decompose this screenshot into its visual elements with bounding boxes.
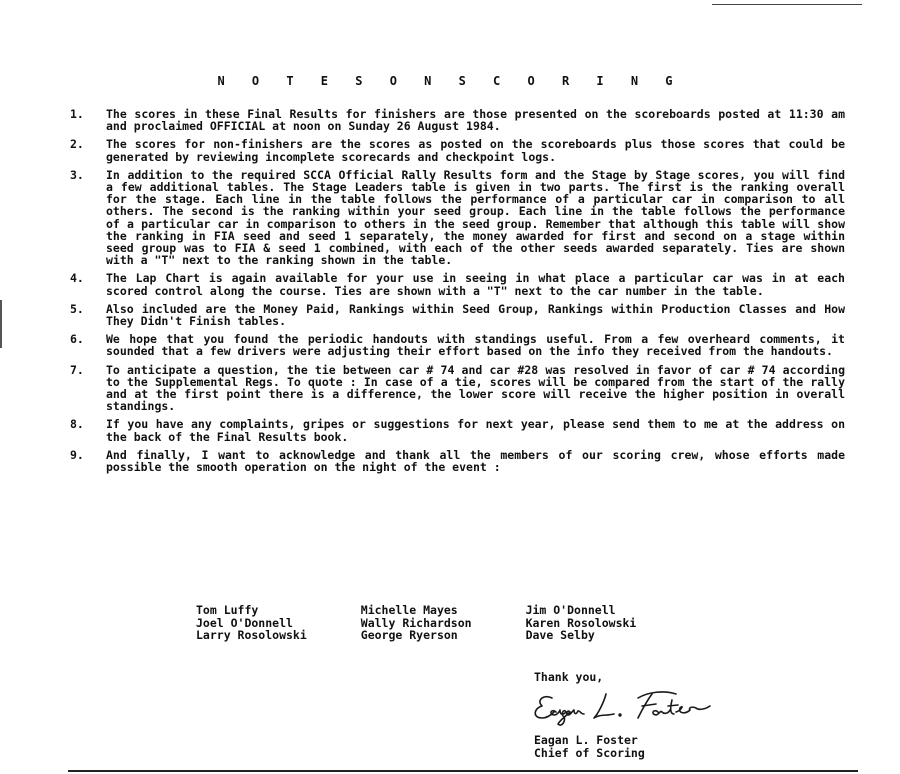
scoring-crew-list	[196, 604, 690, 642]
page-title: N O T E S O N S C O R I N G	[217, 74, 683, 88]
crew-member: Tom Luffy	[196, 603, 259, 617]
note-text: We hope that you found the periodic handouts with standings useful. From a few overheard comments, it sounded that a few drivers were adjusting their effort based on the info they received from the handouts.	[106, 332, 845, 359]
top-edge-rule	[712, 4, 862, 5]
crew-member: Wally Richardson	[360, 615, 472, 630]
note-item	[70, 418, 845, 442]
signer-name: Eagan L. Foster	[534, 733, 638, 747]
note-text: The scores in these Final Results for finishers are those presented on the scoreboards posted at 11:30 am and proclaimed OFFICIAL at noon on Sunday 26 August 1984.	[106, 107, 845, 134]
crew-member: George Ryerson	[360, 628, 458, 642]
note-number: 4.	[70, 271, 84, 286]
note-item	[70, 364, 845, 413]
note-number: 1.	[70, 107, 84, 121]
note-item	[70, 108, 845, 132]
note-text: The Lap Chart is again available for your use in seeing in what place a particular car was in at each scored control along the course. Ties are shown with a "T" next to the car number in the table.	[106, 271, 845, 298]
note-text: In addition to the required SCCA Official Rally Results form and the Stage by Stage scores, you will find a few additional tables. The Stage Leaders table is given in two parts. The first is the ranking overall for the stage. Each line in the table follows the performance of a particular car in comparison to all others. The second is the ranking within your seed group. Each line in the table follows the performance of a particular car in comparison to others in the seed group. Remember that although this table will show the ranking in FIA seed and seed 1 separately, the money awarded for first and second on a stage within seed group was to FIA & seed 1 combined, with each of the other seeds awarded separately. Ties are shown with a "T" next to the ranking shown in the table.	[106, 167, 845, 268]
crew-member: Michelle Mayes	[360, 603, 458, 617]
crew-column	[361, 604, 472, 642]
note-text: To anticipate a question, the tie between car # 74 and car #28 was resolved in favor of car # 74 according to the Supplemental Regs. To quote : In case of a tie, scores will be compared from the start of the rally and at the first point there is a difference, the lower score will receive the higher position in overall standings.	[106, 362, 845, 414]
crew-member: Dave Selby	[525, 628, 595, 642]
note-text: If you have any complaints, gripes or suggestions for next year, please send them to me at the address on the back of the Final Results book.	[106, 417, 845, 444]
note-item	[70, 303, 845, 327]
crew-member: Karen Rosolowski	[525, 615, 637, 630]
note-text: The scores for non-finishers are the scores as posted on the scoreboards plus those scores that could be generated by reviewing incomplete scorecards and checkpoint logs.	[106, 137, 845, 164]
note-number: 5.	[70, 301, 84, 316]
bottom-edge-rule	[68, 770, 858, 772]
crew-column	[526, 604, 637, 642]
note-item	[70, 272, 845, 296]
note-number: 6.	[70, 332, 84, 347]
note-number: 2.	[70, 137, 84, 152]
note-number: 9.	[70, 447, 84, 462]
signer-title: Chief of Scoring	[534, 746, 645, 760]
crew-member: Joel O'Donnell	[196, 615, 293, 630]
note-number: 8.	[70, 417, 84, 432]
note-text: Also included are the Money Paid, Rankings within Seed Group, Rankings within Production Classes and How They Didn't Finish tables.	[106, 301, 845, 329]
scan-edge-mark	[0, 300, 2, 348]
note-number: 7.	[70, 362, 84, 377]
handwritten-signature	[530, 684, 720, 734]
note-item	[70, 449, 845, 473]
note-text: And finally, I want to acknowledge and thank all the members of our scoring crew, whose efforts made possible the smooth operation on the night of the event :	[106, 447, 845, 475]
crew-column	[196, 604, 307, 642]
note-item	[70, 138, 845, 162]
note-number: 3.	[70, 167, 84, 182]
note-item	[70, 333, 845, 357]
note-item	[70, 169, 845, 267]
notes-list	[70, 108, 845, 479]
closing-text: Thank you,	[534, 670, 604, 684]
crew-member: Jim O'Donnell	[525, 603, 616, 617]
crew-member: Larry Rosolowski	[196, 628, 307, 642]
